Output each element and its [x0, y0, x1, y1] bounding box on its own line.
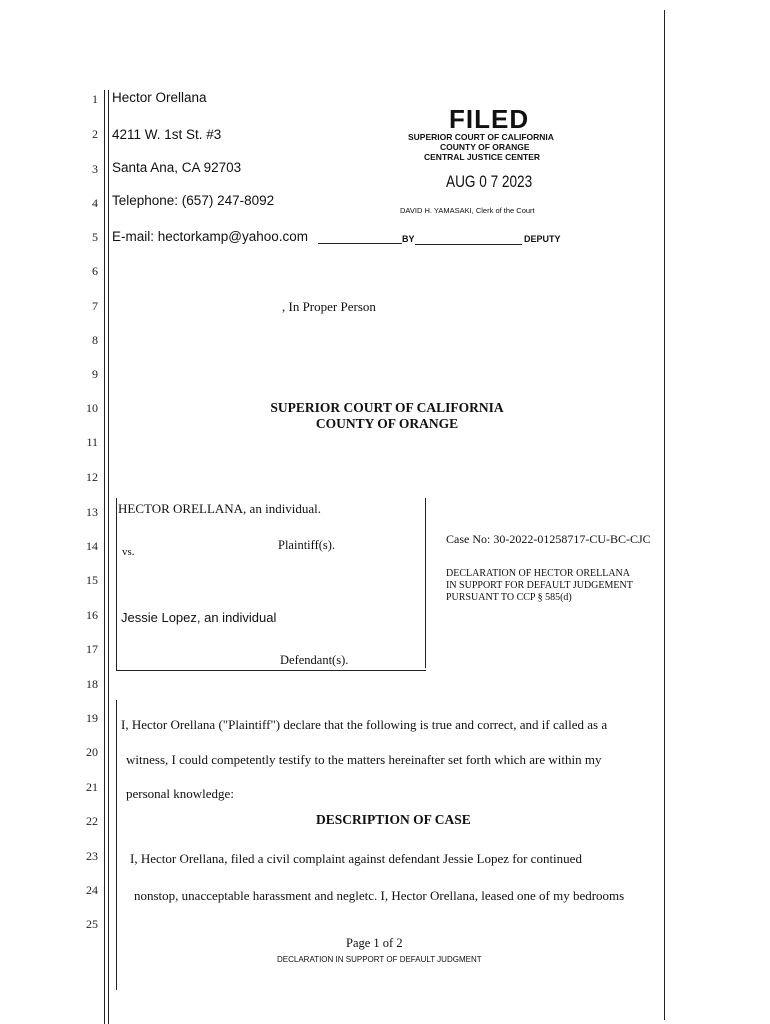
in-proper-person: , In Proper Person	[282, 299, 376, 314]
filed-stamp-by: BY	[402, 234, 415, 244]
document-title-line-2: IN SUPPORT FOR DEFAULT JUDGEMENT	[446, 580, 633, 591]
line-number: 10	[86, 401, 98, 415]
party-name: Hector Orellana	[112, 90, 207, 105]
party-email: E-mail: hectorkamp@yahoo.com	[112, 229, 309, 244]
body-paragraph-1-line-3: personal knowledge:	[126, 786, 234, 801]
line-number: 12	[86, 470, 98, 484]
court-title-line-1: SUPERIOR COURT OF CALIFORNIA	[270, 400, 504, 415]
line-number: 4	[92, 196, 98, 210]
right-margin-line	[664, 10, 665, 1020]
line-number: 19	[86, 711, 98, 725]
section-heading: DESCRIPTION OF CASE	[316, 812, 471, 827]
filed-stamp-title: FILED	[449, 104, 530, 134]
line-number: 18	[86, 677, 98, 691]
filed-stamp-clerk: DAVID H. YAMASAKI, Clerk of the Court	[400, 206, 535, 215]
line-number: 6	[92, 264, 98, 278]
line-number: 23	[86, 849, 98, 863]
line-number: 3	[92, 162, 98, 176]
filed-stamp-signature-line	[415, 244, 522, 245]
line-number: 25	[86, 917, 98, 931]
body-paragraph-2-line-2: nonstop, unacceptable harassment and negletc. I, Hector Orellana, leased one of my bedrooms	[134, 888, 625, 903]
line-number: 20	[86, 745, 98, 759]
line-number: 22	[86, 814, 98, 828]
caption-bottom-line	[116, 670, 426, 671]
line-number: 11	[86, 435, 98, 449]
versus: vs.	[122, 546, 135, 558]
page-number: Page 1 of 2	[346, 936, 403, 950]
caption-divider	[425, 498, 426, 668]
left-margin-line	[104, 90, 105, 1024]
line-number: 2	[92, 127, 98, 141]
defendant-party: Jessie Lopez, an individual	[121, 610, 277, 625]
line-number: 16	[86, 608, 98, 622]
line-number: 8	[92, 333, 98, 347]
line-number: 5	[92, 230, 98, 244]
plaintiff-label: Plaintiff(s).	[278, 538, 336, 552]
line-number: 7	[92, 299, 98, 313]
document-title-line-1: DECLARATION OF HECTOR ORELLANA	[446, 568, 630, 579]
document-title-line-3: PURSUANT TO CCP § 585(d)	[446, 592, 572, 603]
line-number: 21	[86, 780, 98, 794]
line-number: 15	[86, 573, 98, 587]
plaintiff-party: HECTOR ORELLANA, an individual.	[118, 501, 322, 516]
filed-stamp-county: COUNTY OF ORANGE	[440, 142, 530, 152]
line-number: 24	[86, 883, 98, 897]
caption-left-line	[116, 498, 117, 670]
party-address-line-2: Santa Ana, CA 92703	[112, 160, 242, 175]
court-title-line-2: COUNTY OF ORANGE	[315, 416, 459, 431]
body-paragraph-1-line-2: witness, I could competently testify to the matters hereinafter set forth which are within my	[126, 752, 602, 767]
party-telephone: Telephone: (657) 247-8092	[112, 193, 275, 208]
filed-stamp-court: SUPERIOR COURT OF CALIFORNIA	[408, 132, 554, 142]
filed-stamp-center: CENTRAL JUSTICE CENTER	[424, 152, 541, 162]
line-number: 17	[86, 642, 98, 656]
body-paragraph-2-line-1: I, Hector Orellana, filed a civil complaint against defendant Jessie Lopez for continued	[130, 851, 582, 866]
party-address-line-1: 4211 W. 1st St. #3	[112, 127, 222, 142]
body-paragraph-1-line-1: I, Hector Orellana ("Plaintiff") declare that the following is true and correct, and if called as a	[121, 717, 608, 732]
line-number: 9	[92, 367, 98, 381]
left-margin-line-inner	[108, 90, 109, 1024]
defendant-label: Defendant(s).	[280, 653, 349, 667]
line-number: 1	[92, 92, 98, 106]
filed-stamp-deputy: DEPUTY	[524, 234, 561, 244]
filed-stamp-date: AUG 0 7 2023	[446, 172, 533, 191]
email-underline	[318, 243, 402, 244]
line-number: 14	[86, 539, 98, 553]
line-number: 13	[86, 505, 98, 519]
case-number: Case No: 30-2022-01258717-CU-BC-CJC	[446, 532, 651, 546]
footer-title: DECLARATION IN SUPPORT OF DEFAULT JUDGMENT	[277, 955, 482, 964]
body-margin-line	[116, 700, 117, 990]
